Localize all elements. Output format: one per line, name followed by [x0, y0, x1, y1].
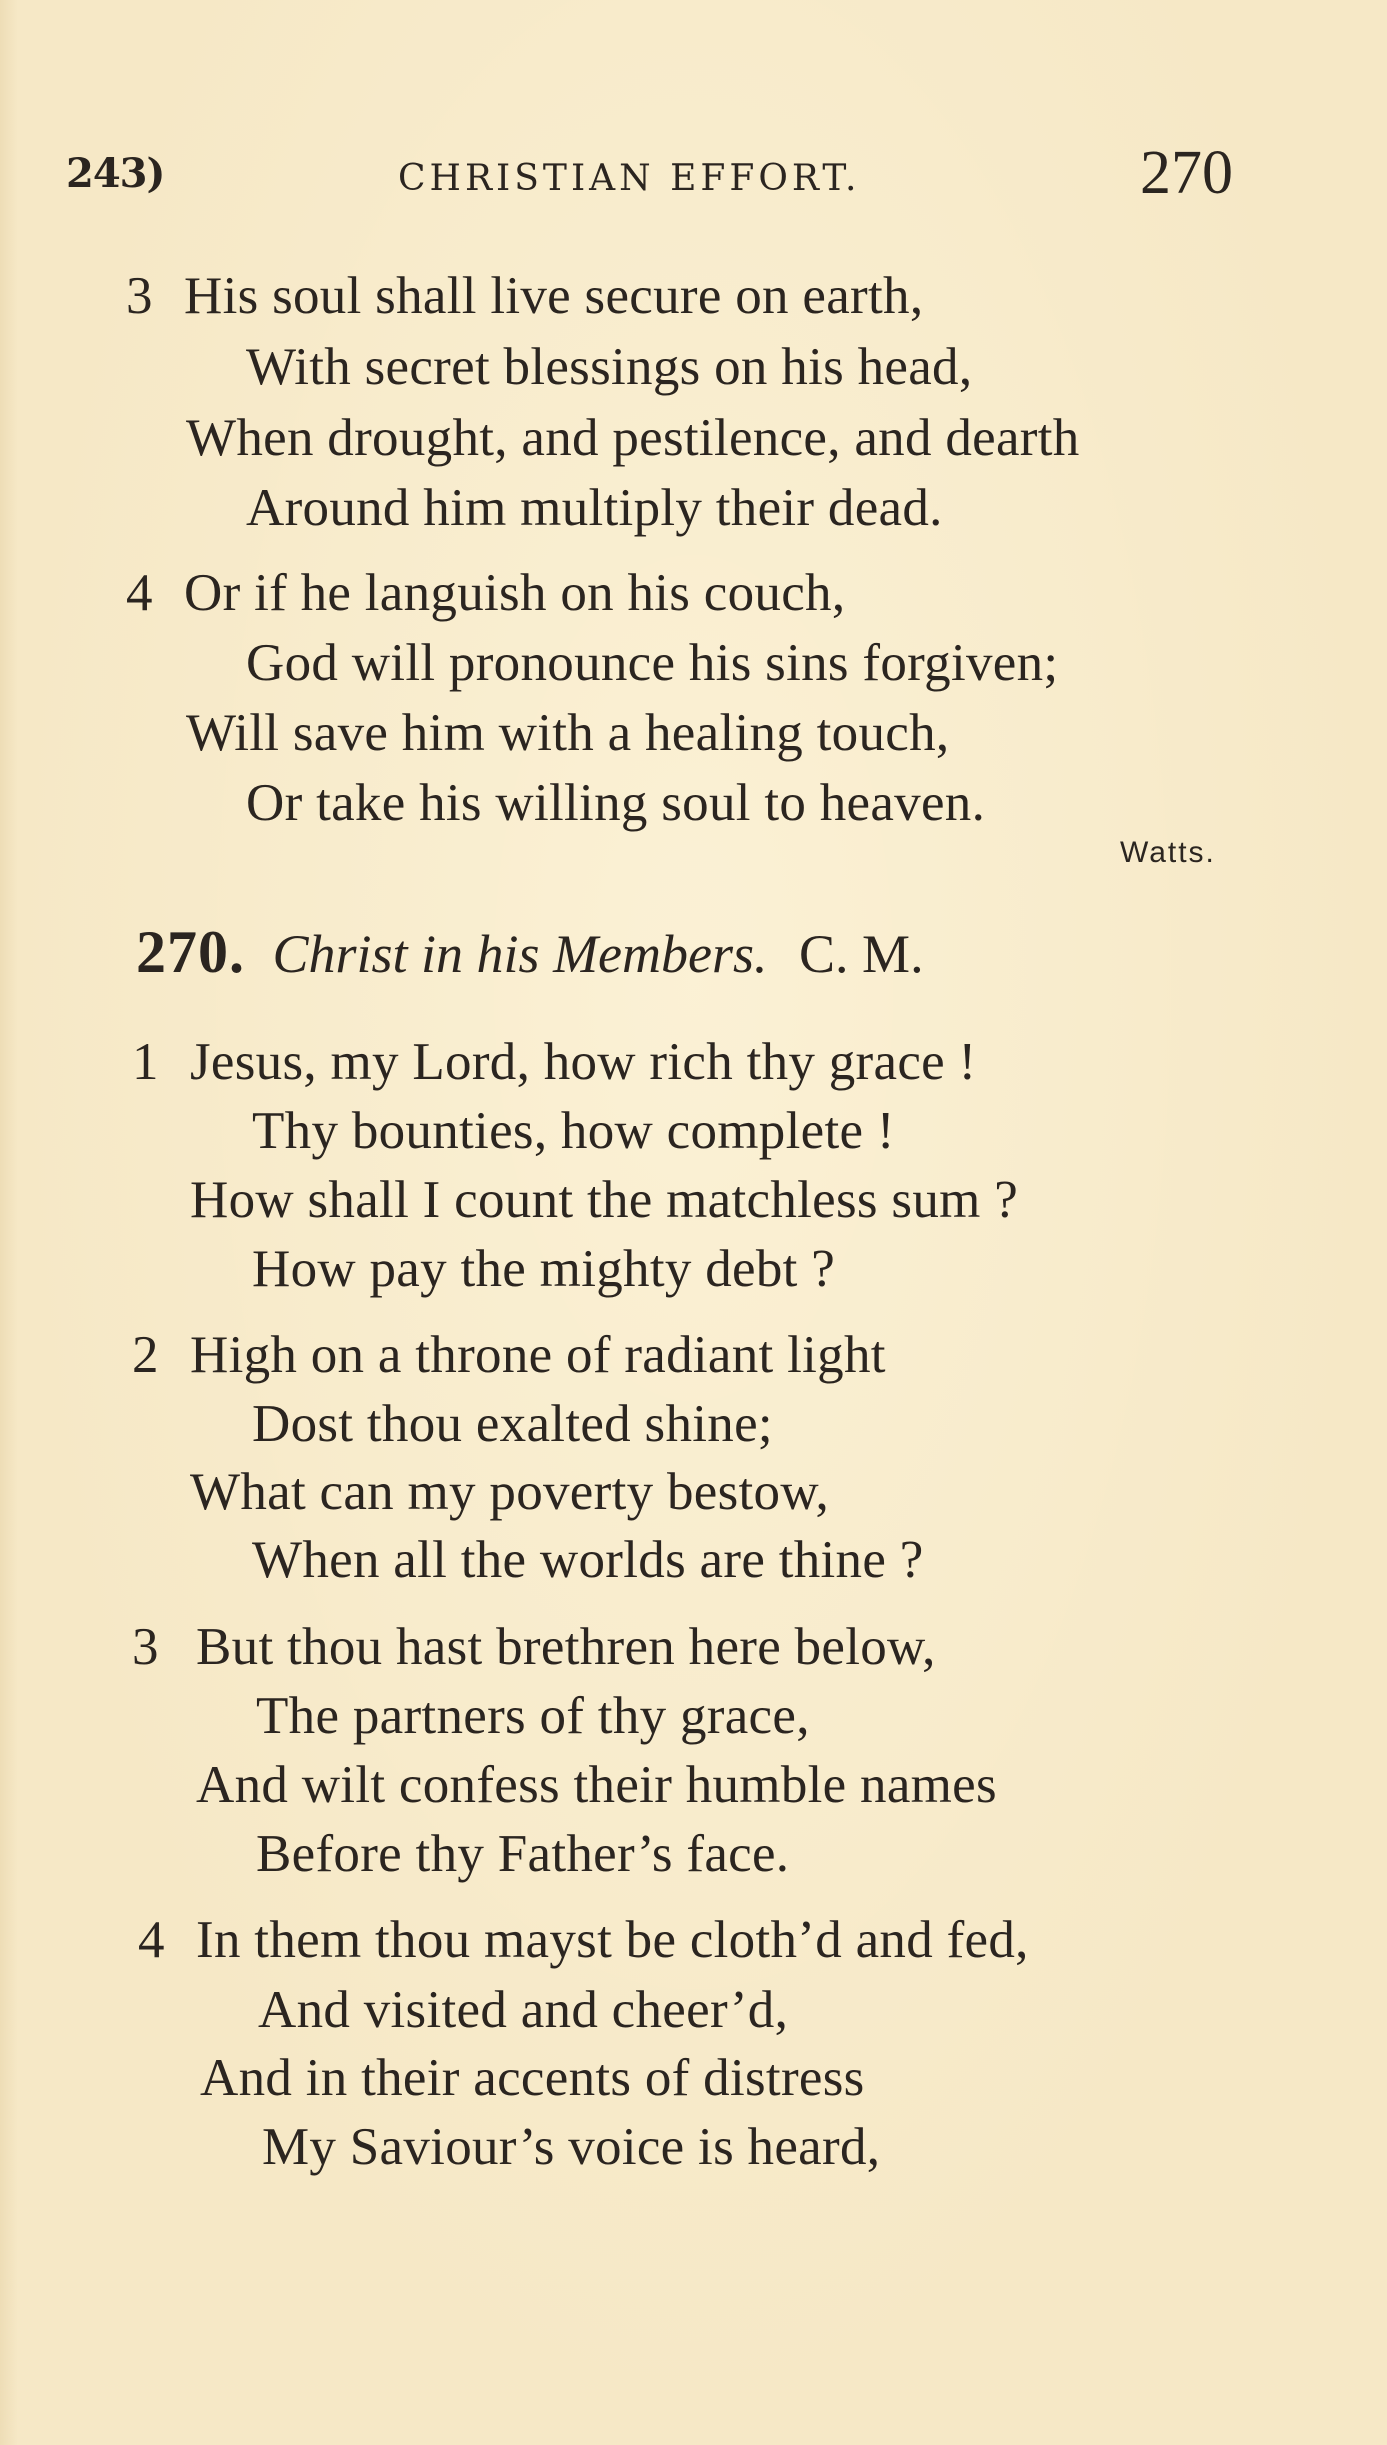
- verse-line: When all the worlds are thine ?: [252, 1531, 924, 1589]
- verse-line: In them thou mayst be cloth’d and fed,: [196, 1911, 1029, 1969]
- running-title: CHRISTIAN EFFORT.: [398, 158, 861, 199]
- stanza-number: 3: [126, 267, 153, 325]
- verse-line: Around him multiply their dead.: [246, 479, 943, 537]
- verse-line: And visited and cheer’d,: [258, 1981, 789, 2039]
- verse-line: Jesus, my Lord, how rich thy grace !: [190, 1033, 977, 1091]
- verse-line: High on a throne of radiant light: [190, 1326, 886, 1384]
- verse-line: Thy bounties, how complete !: [252, 1102, 895, 1160]
- page-number-left: 243): [66, 150, 165, 197]
- verse-line: How shall I count the matchless sum ?: [190, 1171, 1019, 1229]
- verse-line: How pay the mighty debt ?: [252, 1240, 836, 1298]
- hymn-number-right: 270: [1140, 139, 1233, 207]
- verse-line: And in their accents of distress: [200, 2049, 865, 2107]
- verse-line: When drought, and pestilence, and dearth: [186, 409, 1080, 467]
- verse-line: What can my poverty bestow,: [190, 1463, 830, 1521]
- verse-line: With secret blessings on his head,: [246, 338, 973, 396]
- stanza-number: 2: [132, 1326, 159, 1384]
- hymn-number: 270.: [136, 919, 245, 985]
- verse-line: Dost thou exalted shine;: [252, 1395, 773, 1453]
- hymn-heading: [136, 918, 924, 987]
- stanza-number: 4: [138, 1911, 165, 1969]
- verse-line: The partners of thy grace,: [256, 1687, 810, 1745]
- verse-line: Before thy Father’s face.: [256, 1825, 790, 1883]
- verse-line: Or if he languish on his couch,: [184, 564, 846, 622]
- verse-line: But thou hast brethren here below,: [196, 1618, 936, 1676]
- stanza-number: 4: [126, 564, 153, 622]
- stanza-number: 3: [132, 1618, 159, 1676]
- verse-line: My Saviour’s voice is heard,: [262, 2118, 881, 2176]
- verse-line: God will pronounce his sins forgiven;: [246, 634, 1059, 692]
- verse-line: Or take his willing soul to heaven.: [246, 774, 986, 832]
- hymn-meter: C. M.: [799, 924, 924, 984]
- verse-line: His soul shall live secure on earth,: [184, 267, 924, 325]
- stanza-number: 1: [132, 1033, 159, 1091]
- hymn-title: Christ in his Members.: [272, 924, 768, 984]
- attribution: Watts.: [1120, 836, 1216, 869]
- verse-line: Will save him with a healing touch,: [186, 704, 950, 762]
- verse-line: And wilt confess their humble names: [196, 1756, 997, 1814]
